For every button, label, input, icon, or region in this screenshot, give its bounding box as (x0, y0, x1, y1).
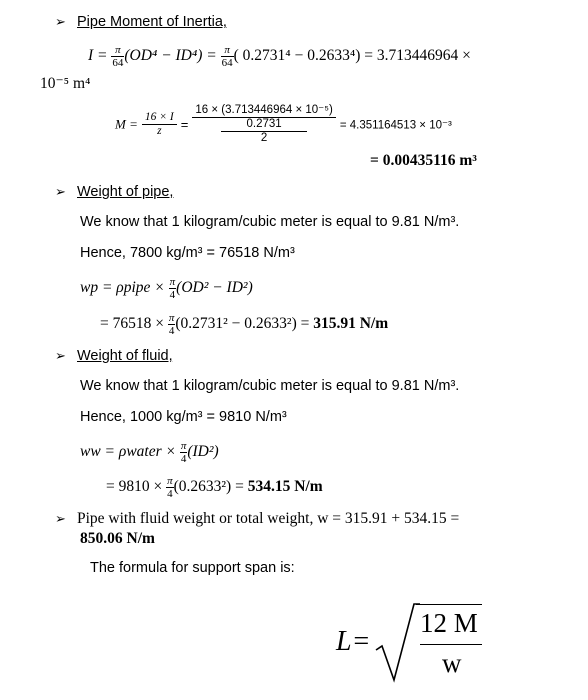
bullet-arrow-icon: ➢ (55, 511, 66, 526)
square-root-icon (374, 600, 420, 684)
fluid-weight-line1: We know that 1 kilogram/cubic meter is equal to 9.81 N/m³. (80, 378, 460, 394)
inertia-term2: ( 0.2731⁴ − 0.2633⁴) = 3.713446964 × (233, 47, 471, 65)
moment-equals: = (180, 117, 189, 132)
pi-over-4-fraction-4 (166, 475, 174, 500)
fraction-denominator: 64 (112, 57, 124, 69)
fluid-weight-formula (80, 440, 219, 465)
span-fraction-bar (420, 644, 482, 645)
nested-numerator: 0.2731 (221, 118, 306, 132)
fraction-numerator: 16 × (3.713446964 × 10⁻⁵) (192, 104, 335, 118)
fraction-numerator: 16 × I (142, 111, 177, 125)
fraction-denominator: 4 (167, 488, 173, 500)
bullet-arrow-icon: ➢ (55, 14, 66, 29)
total-weight-line1: Pipe with fluid weight or total weight, w = 315.91 + 534.15 = (77, 510, 460, 527)
pi-over-64-fraction-2 (221, 44, 234, 69)
pipe-weight-line2: Hence, 7800 kg/m³ = 76518 N/m³ (80, 245, 295, 261)
span-numerator: 12 M (420, 608, 478, 638)
pipe-weight-formula (80, 276, 253, 301)
moment-equation (115, 104, 452, 145)
fraction-denominator: 4 (180, 453, 187, 465)
inertia-heading-row (55, 14, 227, 30)
radical-bar (416, 604, 482, 605)
moment-result: = 4.351164513 × 10⁻³ (339, 119, 452, 132)
inertia-heading: Pipe Moment of Inertia, (77, 14, 227, 30)
fluid-weight-line2: Hence, 1000 kg/m³ = 9810 N/m³ (80, 409, 287, 425)
nested-denominator: 2 (260, 132, 268, 144)
span-denominator: w (442, 648, 462, 678)
fraction-numerator: π (221, 44, 234, 57)
pipe-weight-heading-row (55, 184, 173, 200)
fraction-denominator: 64 (221, 57, 233, 69)
fraction-denominator: z (157, 125, 162, 137)
section-modulus-result: = 0.00435116 m³ (370, 152, 477, 169)
inertia-wrap: 10⁻⁵ m⁴ (40, 75, 91, 92)
wp-lhs: wp = ρpipe × (80, 279, 165, 297)
fluid-weight-heading-row (55, 348, 173, 364)
fraction-denominator: 4 (168, 325, 175, 337)
ww-lhs: ww = ρwater × (80, 443, 176, 461)
moment-fraction-1 (142, 111, 177, 138)
fraction-denominator: 4 (169, 289, 176, 301)
wp-rhs: (OD² − ID²) (176, 279, 253, 297)
ww-calc-a: = 9810 × (106, 478, 163, 496)
pipe-weight-calc (100, 312, 388, 337)
fraction-numerator: π (111, 44, 124, 57)
fraction-numerator: π (180, 440, 187, 452)
ww-calc-b: (0.2633²) = (173, 478, 244, 496)
inertia-lhs: I = (88, 47, 108, 65)
pipe-weight-line1: We know that 1 kilogram/cubic meter is equal to 9.81 N/m³. (80, 214, 460, 230)
span-lhs: L= (336, 626, 371, 657)
fraction-numerator: π (168, 312, 175, 324)
fraction-numerator: π (169, 276, 176, 288)
inertia-equation (88, 44, 471, 69)
fluid-weight-calc (106, 475, 323, 500)
moment-fraction-2 (192, 104, 335, 145)
fluid-weight-heading: Weight of fluid, (77, 348, 173, 364)
inertia-term1: (OD⁴ − ID⁴) = (124, 47, 217, 65)
support-span-text: The formula for support span is: (90, 560, 295, 576)
bullet-arrow-icon: ➢ (55, 348, 66, 363)
bullet-arrow-icon: ➢ (55, 184, 66, 199)
wp-calc-a: = 76518 × (100, 315, 164, 333)
fraction-numerator: π (167, 475, 173, 487)
wp-result: 315.91 N/m (313, 315, 389, 333)
wp-calc-b: (0.2731² − 0.2633²) = (175, 315, 310, 333)
pipe-weight-heading: Weight of pipe, (77, 184, 174, 200)
ww-result: 534.15 N/m (247, 478, 323, 496)
total-weight-row (55, 510, 459, 528)
ww-rhs: (ID²) (187, 443, 219, 461)
pi-over-64-fraction (111, 44, 124, 69)
support-span-formula (336, 600, 496, 686)
fraction-denominator (192, 118, 335, 145)
moment-lhs: M = (115, 116, 138, 132)
total-weight-result: 850.06 N/m (80, 530, 155, 547)
